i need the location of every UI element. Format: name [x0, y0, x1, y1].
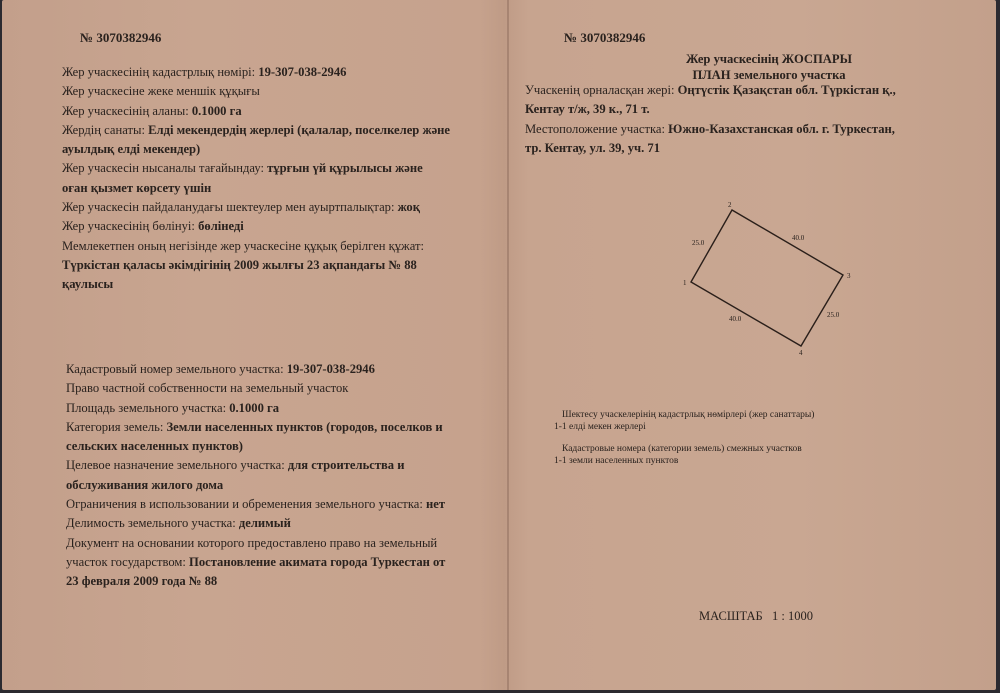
ru-basis-document-cont: 23 февраля 2009 года № 88 [66, 574, 218, 589]
kz-basis-document-cont2: қаулысы [62, 277, 114, 292]
adjacent-kz-item: 1-1 елді мекен жерлері [554, 422, 646, 432]
document-sheet [2, 0, 996, 690]
plan-title-ru: ПЛАН земельного участка [692, 68, 846, 82]
point-label-4: 4 [799, 349, 803, 357]
kz-purpose: Жер учаскесін нысаналы тағайындау: тұрғын үй құрылысы және [62, 161, 423, 176]
kz-cadastral-number: Жер учаскесінің кадастрлық нөмірі: 19-307-038-2946 [62, 65, 347, 79]
adjacent-ru-item: 1-1 земли населенных пунктов [554, 456, 679, 466]
point-label-2: 2 [728, 201, 732, 209]
doc-number-left: № 3070382946 [80, 30, 162, 45]
kz-restrictions: Жер учаскесін пайдаланудағы шектеулер мен ауыртпалықтар: жоқ [62, 200, 420, 215]
parcel-plan-diagram [669, 190, 869, 365]
parcel-boundary [691, 210, 843, 346]
location-ru-cont: тр. Кентау, ул. 39, уч. 71 [525, 140, 660, 155]
location-block [525, 81, 896, 158]
kz-basis-document: Мемлекетпен оның негізінде жер учаскесіне құқық берілген құжат: [62, 238, 425, 253]
ru-restrictions: Ограничения в использовании и обременения земельного участка: нет [66, 497, 446, 512]
kz-category-cont: ауылдық елді мекендер) [62, 142, 201, 157]
location-kz-cont: Кентау т/ж, 39 к., 71 т. [525, 102, 650, 117]
ru-ownership: Право частной собственности на земельный участок [66, 381, 349, 396]
ru-basis-document: Документ на основании которого предоставлено право на земельный [66, 535, 438, 550]
left-page [2, 0, 507, 690]
edge-length-1-2: 25.0 [692, 239, 705, 247]
kz-area: Жер учаскесінің аланы: 0.1000 га [62, 103, 242, 118]
edge-length-4-1: 40.0 [729, 315, 742, 323]
adjacent-kz-title: Шектесу учаскелерінің кадастрлық нөмірлері (жер санаттары) [562, 410, 815, 420]
kazakh-section [62, 63, 450, 295]
kz-basis-document-cont: Түркістан қаласы әкімдігінің 2009 жылғы 23 ақпандағы № 88 [62, 257, 417, 272]
ru-category-cont: сельских населенных пунктов) [66, 439, 244, 454]
doc-number-right: № 3070382946 [564, 30, 646, 45]
ru-basis-document-line2: участок государством: Постановление акимата города Туркестан от [66, 554, 446, 569]
kz-category: Жердің санаты: Елді мекендердің жерлері (қалалар, поселкелер және [62, 122, 451, 137]
kz-ownership: Жер учаскесіне жеке меншік құқығы [62, 84, 260, 99]
kz-purpose-cont: оған қызмет көрсету үшін [62, 180, 212, 195]
ru-cadastral-number: Кадастровый номер земельного участка: 19-307-038-2946 [66, 362, 375, 376]
edge-length-3-4: 25.0 [827, 311, 840, 319]
plan-title-kz: Жер учаскесінің ЖОСПАРЫ [686, 52, 852, 66]
ru-divisibility: Делимость земельного участка: делимый [66, 516, 291, 531]
adjacent-ru-legend [554, 443, 802, 467]
edge-length-2-3: 40.0 [792, 234, 805, 242]
ru-purpose-cont: обслуживания жилого дома [66, 477, 224, 492]
scale-label: МАСШТАБ 1 : 1000 [699, 609, 814, 623]
point-label-3: 3 [847, 272, 851, 280]
kz-divisibility: Жер учаскесінің бөлінуі: бөлінеді [62, 219, 244, 234]
location-ru: Местоположение участка: Южно-Казахстанская обл. г. Туркестан, [525, 121, 895, 136]
ru-purpose: Целевое назначение земельного участка: для строительства и [66, 458, 405, 473]
plan-title [619, 51, 919, 83]
adjacent-ru-title: Кадастровые номера (категории земель) смежных участков [562, 444, 802, 454]
ru-category: Категория земель: Земли населенных пунктов (городов, поселков и [66, 419, 443, 434]
point-label-1: 1 [683, 279, 687, 287]
russian-section [66, 360, 445, 592]
adjacent-kz-legend [554, 409, 814, 433]
ru-area: Площадь земельного участка: 0.1000 га [66, 400, 280, 415]
location-kz: Учаскенің орналасқан жері: Оңтүстік Қазақстан обл. Түркістан қ., [525, 83, 896, 97]
right-page [509, 0, 996, 690]
